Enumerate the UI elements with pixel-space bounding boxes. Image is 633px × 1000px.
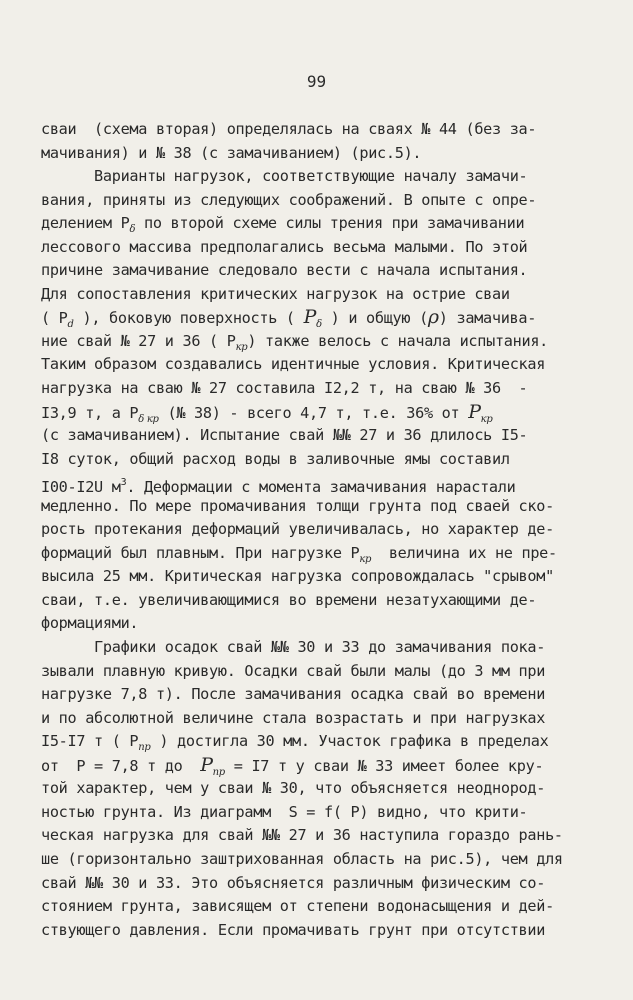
text-line: сваи (схема вторая) определялась на сваях № 44 (без за-	[41, 120, 537, 138]
text-line	[41, 471, 561, 495]
text-line: ческая нагрузка для свай №№ 27 и 36 наступила гораздо рань-	[41, 826, 563, 845]
text-segment: делением P	[41, 214, 130, 233]
text-line: и по абсолютной величине стала возрастать и при нагрузках	[41, 708, 546, 727]
text-line: Для сопоставления критических нагрузок на острие сваи	[41, 284, 510, 303]
text-line: нагрузка на сваю № 27 составила I2,2 т, на сваю № 36 -	[41, 379, 528, 398]
text-line: формациями.	[41, 614, 139, 633]
text-line: лессового массива предполагались весьма малыми. По этой	[41, 237, 528, 256]
text-line: свай №№ 30 и 33. Это объясняется различным физическим со-	[41, 873, 546, 892]
page-number: 99	[306, 72, 327, 91]
text-segment: I5-I7 т ( P	[41, 732, 139, 751]
formula-symbol: P	[468, 400, 481, 423]
text-segment: ) также велось с начала испытания.	[247, 331, 549, 350]
text-segment: = I7 т у сваи № 33 имеет более кру-	[224, 756, 544, 775]
formula-subscript: δ	[316, 319, 322, 331]
formula-symbol: P	[303, 306, 317, 329]
text-line	[41, 212, 561, 236]
text-segment: . Деформации с момента замачивания нарастали	[126, 478, 516, 497]
formula-subscript: пр	[138, 742, 151, 754]
formula-subscript: кр	[480, 413, 493, 425]
text-line: зывали плавную кривую. Осадки свай были малы (до 3 мм при	[41, 661, 546, 680]
text-line: причине замачивание следовало вести с начала испытания.	[41, 261, 528, 280]
formula-subscript: δ кр	[138, 413, 159, 425]
text-segment: от P	[41, 756, 86, 775]
text-segment: ) замачива-	[438, 309, 537, 328]
text-line: вания, приняты из следующих соображений. В опыте с опре-	[41, 190, 537, 209]
text-line: (с замачиванием). Испытание свай №№ 27 и 36 длилось I5-	[41, 426, 528, 445]
text-line: высила 25 мм. Критическая нагрузка сопровождалась "срывом"	[41, 567, 554, 586]
formula-subscript: пр	[212, 766, 225, 778]
text-line: ствующего давления. Если промачивать грунт при отсутствии	[41, 920, 546, 939]
text-segment: величина их не пре-	[371, 543, 557, 562]
text-line: рость протекания деформаций увеличивалась, но характер де-	[41, 520, 554, 539]
text-segment: I3,9 т, а P	[41, 403, 139, 422]
formula-subscript: кр	[359, 553, 372, 565]
text-line: Графики осадок свай №№ 30 и 33 до замачивания пока-	[41, 638, 546, 657]
text-line	[41, 306, 561, 330]
text-line: нагрузке 7,8 т). После замачивания осадка свай во времени	[41, 685, 546, 704]
text-segment: I00-I2U м	[41, 478, 121, 497]
text-line: мачивания) и № 38 (с замачиванием) (рис.5).	[41, 143, 422, 162]
text-line: стоянием грунта, зависящем от степени водонасыщения и дей-	[41, 897, 554, 916]
formula-symbol: ρ	[427, 306, 439, 329]
text-segment: = 7,8 т до	[85, 756, 201, 775]
text-line	[41, 401, 561, 425]
text-segment: по второй схеме силы трения при замачивании	[135, 214, 525, 233]
text-line	[41, 754, 561, 778]
text-segment: формаций был плавным. При нагрузке P	[41, 543, 360, 562]
text-segment: ние свай № 27 и 36 ( P	[41, 331, 236, 350]
text-line: I8 суток, общий расход воды в заливочные ямы составил	[41, 449, 510, 468]
text-segment: ) достигла 30 мм. Участок графика в пределах	[150, 732, 549, 751]
formula-symbol: P	[200, 753, 213, 776]
formula-subscript: кр	[235, 341, 248, 353]
text-segment: ), боковую поверхность (	[73, 309, 304, 328]
text-segment: (№ 38) - всего 4,7 т, т.е. 36% от	[158, 403, 469, 422]
text-line	[41, 330, 561, 354]
formula-subscript: d	[67, 319, 74, 331]
text-line: ше (горизонтально заштрихованная область на рис.5), чем для	[41, 849, 563, 868]
text-line: Варианты нагрузок, соответствующие началу замачи-	[41, 167, 528, 186]
text-line	[41, 730, 561, 754]
body-text	[41, 118, 561, 942]
text-line: сваи, т.е. увеличивающимися во времени незатухающими де-	[41, 590, 537, 609]
text-line	[41, 542, 561, 566]
text-line: Таким образом создавались идентичные условия. Критическая	[41, 355, 546, 374]
text-line: ностью грунта. Из диаграмм S = f( P) видно, что крити-	[41, 802, 528, 821]
formula-superscript: 3	[120, 477, 127, 489]
text-segment: ) и общую (	[321, 309, 428, 328]
text-segment: ( P	[41, 309, 68, 328]
text-line: той характер, чем у сваи № 30, что объясняется неоднород-	[41, 779, 546, 798]
formula-subscript: δ	[129, 224, 136, 236]
text-line: медленно. По мере промачивания толщи грунта под сваей ско-	[41, 496, 554, 515]
